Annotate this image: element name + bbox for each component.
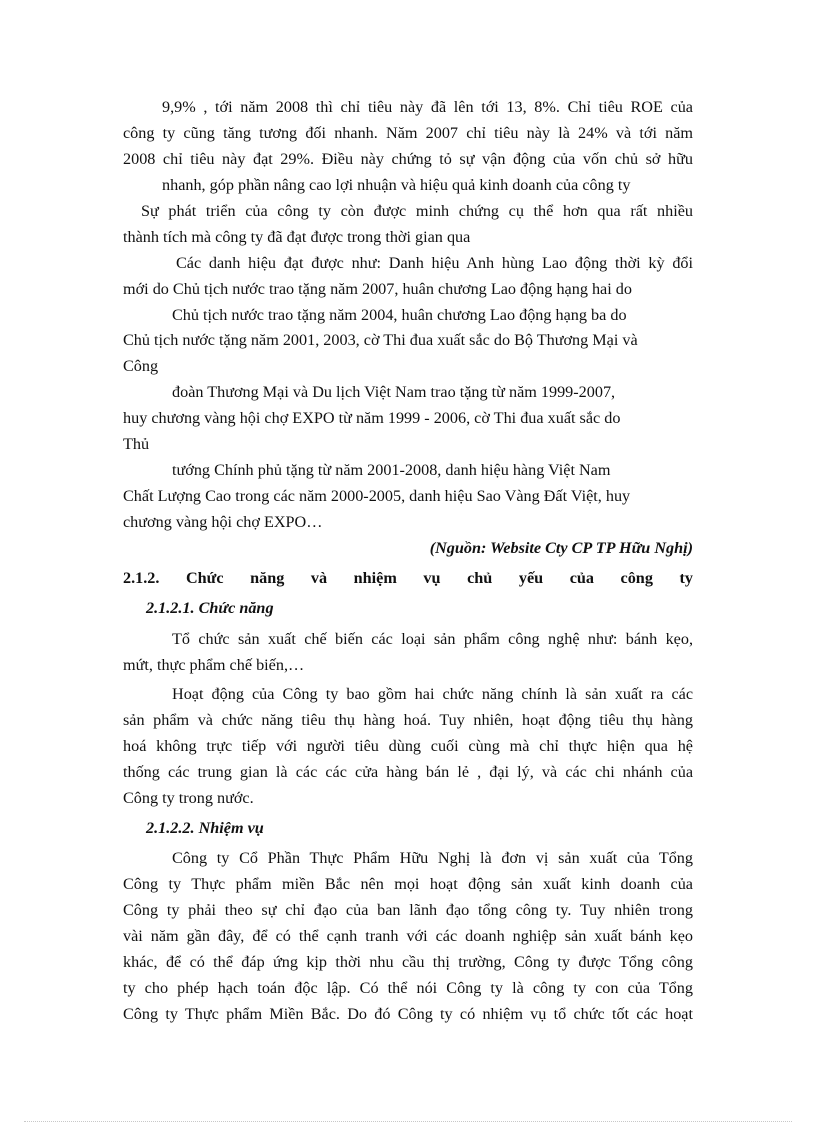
text-line: Công ty trong nước. (123, 789, 254, 807)
text-line: Công (123, 357, 159, 375)
heading-word: và (310, 569, 328, 587)
text-line: đoàn Thương Mại và Du lịch Việt Nam trao tặng từ năm 1999-2007, (172, 383, 616, 401)
text-line: Chủ tịch nước tặng năm 2001, 2003, cờ Thi đua xuất sắc do Bộ Thương Mại và (123, 331, 638, 349)
heading-word: Chức (185, 569, 224, 587)
text-line: thành tích mà công ty đã đạt được trong thời gian qua (123, 228, 471, 246)
text-line: mứt, thực phẩm chế biến,… (123, 656, 305, 674)
heading-word: nhiệm (353, 569, 397, 587)
heading-word: ty (679, 569, 693, 587)
subsection-heading: 2.1.2.2. Nhiệm vụ (146, 819, 264, 837)
heading-word: công (620, 569, 653, 587)
text-line: ty cho phép hạch toán độc lập. Có thể nói Công ty là công ty con của Tổng (123, 979, 693, 997)
text-line: Công ty Thực phẩm Miền Bắc. Do đó Công ty có nhiệm vụ tổ chức tốt các hoạt (123, 1005, 693, 1023)
text-line: Tổ chức sản xuất chế biến các loại sản phẩm công nghệ như: bánh kẹo, (172, 630, 693, 648)
text-line: Hoạt động của Công ty bao gồm hai chức năng chính là sản xuất ra các (172, 685, 693, 703)
text-line: công ty cũng tăng tương đối nhanh. Năm 2007 chỉ tiêu này là 24% và tới năm (123, 124, 693, 142)
text-line: chương vàng hội chợ EXPO… (123, 513, 323, 531)
text-line: khác, để có thể đáp ứng kịp thời nhu cầu thị trường, Công ty được Tổng công (123, 953, 693, 971)
text-line: Thủ (123, 435, 150, 453)
text-line: Sự phát triển của công ty còn được minh chứng cụ thể hơn qua rất nhiều (141, 202, 693, 220)
heading-word: 2.1.2. (123, 569, 160, 587)
text-line: Các danh hiệu đạt được như: Danh hiệu Anh hùng Lao động thời kỳ đổi (176, 254, 693, 272)
text-line: sản phẩm và chức năng tiêu thụ hàng hoá. Tuy nhiên, hoạt động tiêu thụ hàng (123, 711, 693, 729)
text-line: mới do Chủ tịch nước trao tặng năm 2007, huân chương Lao động hạng hai do (123, 280, 632, 298)
text-line: Công ty Thực phẩm miền Bắc nên mọi hoạt động sản xuất kinh doanh của (123, 875, 693, 893)
heading-word: năng (250, 569, 285, 587)
heading-word: vụ (423, 569, 441, 587)
heading-word: của (569, 569, 594, 587)
text-line: tướng Chính phủ tặng từ năm 2001-2008, danh hiệu hàng Việt Nam (172, 461, 611, 479)
text-line: vài năm gần đây, để có thể cạnh tranh với các doanh nghiệp sản xuất bánh kẹo (123, 927, 693, 945)
text-line: nhanh, góp phần nâng cao lợi nhuận và hiệu quả kinh doanh của công ty (162, 176, 631, 194)
text-line: Công ty phải theo sự chỉ đạo của ban lãnh đạo tổng công ty. Tuy nhiên trong (123, 901, 693, 919)
text-line: huy chương vàng hội chợ EXPO từ năm 1999 - 2006, cờ Thi đua xuất sắc do (123, 409, 621, 427)
text-line: thống các trung gian là các các cửa hàng bán lẻ , đại lý, và các chi nhánh của (123, 763, 693, 781)
page-bottom-divider (24, 1121, 792, 1122)
text-line: Chất Lượng Cao trong các năm 2000-2005, danh hiệu Sao Vàng Đất Việt, huy (123, 487, 631, 505)
text-line: 2008 chỉ tiêu này đạt 29%. Điều này chứng tỏ sự vận động của vốn chủ sở hữu (123, 150, 693, 168)
subsection-heading: 2.1.2.1. Chức năng (146, 599, 274, 617)
heading-word: yếu (518, 569, 544, 587)
section-heading (123, 568, 693, 588)
heading-word: chủ (467, 569, 493, 587)
text-line: 9,9% , tới năm 2008 thì chỉ tiêu này đã lên tới 13, 8%. Chỉ tiêu ROE của (162, 98, 693, 116)
text-line: Chủ tịch nước trao tặng năm 2004, huân chương Lao động hạng ba do (172, 306, 627, 324)
text-line: Công ty Cổ Phần Thực Phẩm Hữu Nghị là đơn vị sản xuất của Tổng (172, 849, 693, 867)
text-line: hoá không trực tiếp với người tiêu dùng cuối cùng mà chỉ thực hiện qua hệ (123, 737, 693, 755)
source-note: (Nguồn: Website Cty CP TP Hữu Nghị) (429, 539, 693, 557)
